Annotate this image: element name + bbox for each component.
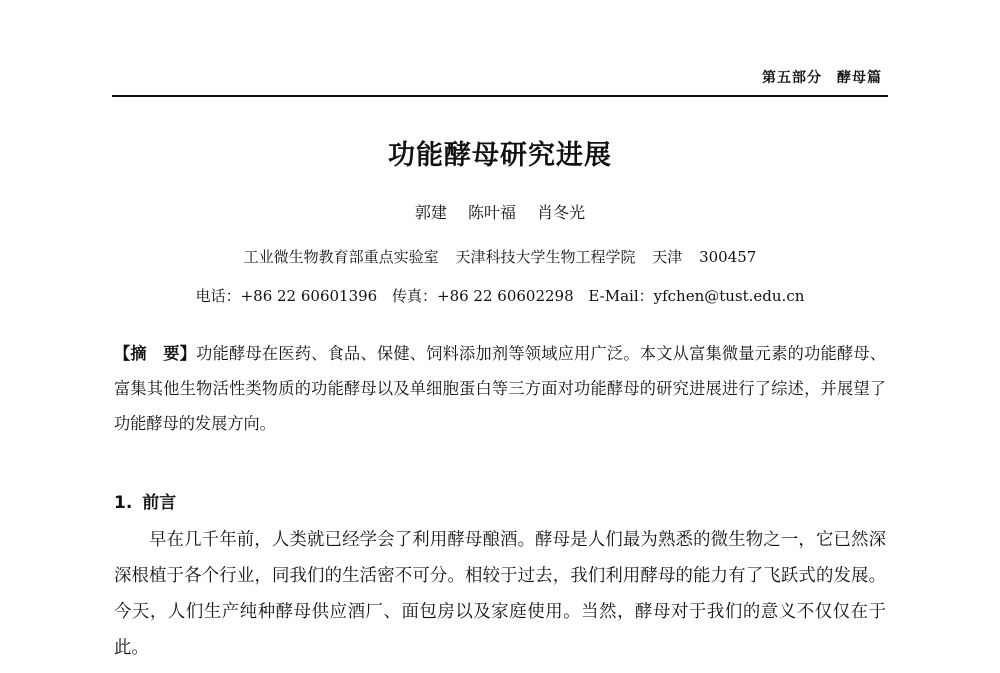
body-paragraph: 早在几千年前，人类就已经学会了利用酵母酿酒。酵母是人们最为熟悉的微生物之一，它已然深深根植于各个行业，同我们的生活密不可分。相较于过去，我们利用酵母的能力有了飞跃式的发展。今天，人们生产纯种酵母供应酒厂、面包房以及家庭使用。当然，酵母对于我们的意义不仅仅在于此。 — [114, 530, 886, 658]
contact-phone: 电话：+86 22 60601396 — [195, 287, 378, 305]
contact-email: E-Mail：yfchen@tust.edu.cn — [588, 287, 805, 305]
contact-info — [0, 285, 1000, 306]
abstract-text: 功能酵母在医药、食品、保健、饲料添加剂等领域应用广泛。本文从富集微量元素的功能酵母、富集其他生物活性类物质的功能酵母以及单细胞蛋白等三方面对功能酵母的研究进展进行了综述，并展望了功能酵母的发展方向。 — [114, 344, 886, 433]
header-rule — [112, 95, 888, 97]
paper-title: 功能酵母研究进展 — [388, 140, 612, 171]
affiliation — [0, 246, 1000, 267]
abstract — [114, 336, 886, 441]
section-title: 前言 — [142, 493, 177, 513]
contact-fax: 传真：+86 22 60602298 — [392, 287, 574, 305]
author-list — [0, 200, 1000, 223]
affiliation-lab: 工业微生物教育部重点实验室 — [243, 248, 439, 266]
author-name: 肖冬光 — [537, 203, 586, 222]
affiliation-city: 天津 — [652, 248, 683, 266]
section-number: 1. — [114, 493, 133, 513]
author-name: 郭建 — [414, 203, 447, 222]
affiliation-postcode: 300457 — [699, 248, 757, 266]
affiliation-school: 天津科技大学生物工程学院 — [455, 248, 636, 266]
running-header: 第五部分 酵母篇 — [762, 70, 882, 86]
section-heading — [114, 488, 176, 513]
abstract-label: 【摘 要】 — [114, 344, 197, 363]
author-name: 陈叶福 — [467, 203, 516, 222]
